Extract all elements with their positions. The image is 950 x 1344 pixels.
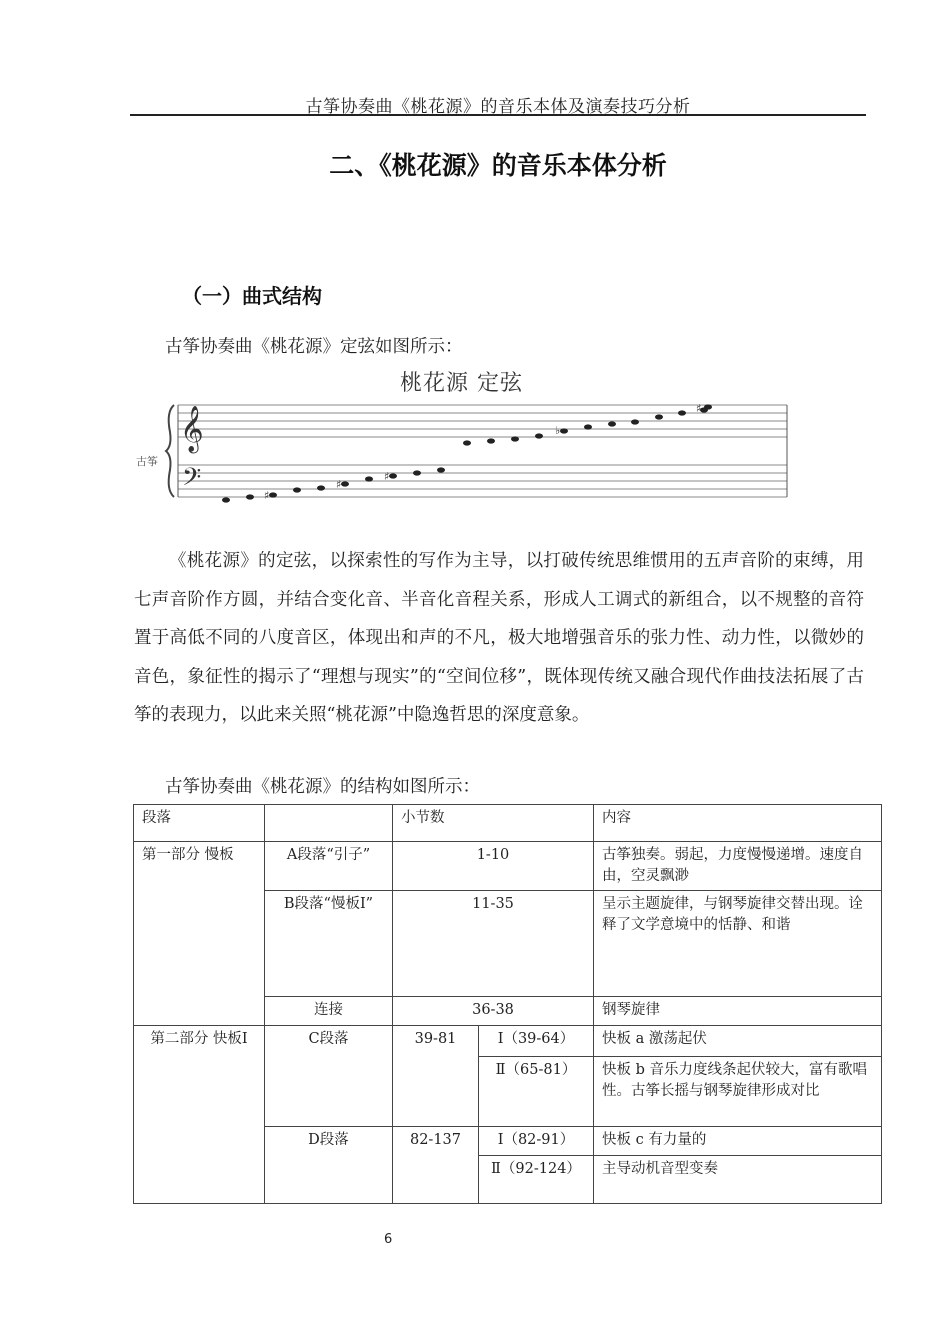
content-bridge: 钢琴旋律 [594,997,882,1026]
part1-label: 第一部分 慢板 [134,842,265,1026]
instrument-label: 古筝 [136,455,158,468]
range-c2: Ⅱ（65-81） [479,1057,594,1127]
treble-clef-icon: 𝄞 [180,406,204,452]
structure-table [133,804,882,1204]
svg-text:♯: ♯ [384,470,390,483]
bars-bridge: 36-38 [393,997,594,1026]
body-paragraph: 《桃花源》的定弦，以探索性的写作为主导，以打破传统思维惯用的五声音阶的束缚，用七声音阶作方圆，并结合变化音、半音化音程关系，形成人工调式的新组合，以不规整的音符置于高低不同的八度音区，体现出和声的不凡，极大地增强音乐的张力性、动力性，以微妙的音色，象征性的揭示了“理想与现实”的“空间位移”，既体现传统又融合现代作曲技法拓展了古筝的表现力，以此来关照“桃花源”中隐逸哲思的深度意象。 [134,551,864,725]
content-b: 呈示主题旋律，与钢琴旋律交替出现。诠释了文学意境中的恬静、和谐 [594,891,882,997]
table-row [134,1026,882,1057]
section-title: （一）曲式结构 [182,284,322,308]
running-header: 古筝协奏曲《桃花源》的音乐本体及演奏技巧分析 [305,97,691,117]
content-d2: 主导动机音型变奏 [594,1156,882,1204]
bars-c: 39-81 [393,1026,479,1127]
section-c: C段落 [265,1026,393,1127]
range-d2: Ⅱ（92-124） [479,1156,594,1204]
table-row [134,842,882,891]
bars-b: 11-35 [393,891,594,997]
tuning-score-figure [130,362,795,512]
table-header-row [134,805,882,842]
content-c2: 快板 b 音乐力度线条起伏较大，富有歌唱性。古筝长摇与钢琴旋律形成对比 [594,1057,882,1127]
page-number: 6 [384,1232,393,1247]
header-blank [265,805,393,842]
svg-text:♯: ♯ [336,478,342,491]
section-d: D段落 [265,1127,393,1204]
table-intro: 古筝协奏曲《桃花源》的结构如图所示： [165,777,480,797]
section-b: B段落“慢板Ⅰ” [265,891,393,997]
staff-notation [130,362,795,512]
content-a: 古筝独奏。弱起，力度慢慢递增。速度自由，空灵飘渺 [594,842,882,891]
section-bridge: 连接 [265,997,393,1026]
range-c1: Ⅰ（39-64） [479,1026,594,1057]
content-d1: 快板 c 有力量的 [594,1127,882,1156]
intro-paragraph: 古筝协奏曲《桃花源》定弦如图所示： [165,337,463,357]
svg-text:♭: ♭ [555,424,561,437]
bars-a: 1-10 [393,842,594,891]
svg-text:♯: ♯ [264,489,270,502]
content-c1: 快板 a 激荡起伏 [594,1026,882,1057]
header-bars: 小节数 [393,805,594,842]
header-content: 内容 [594,805,882,842]
section-a: A段落“引子” [265,842,393,891]
header-section: 段落 [134,805,265,842]
bass-clef-icon: 𝄢 [182,463,202,498]
bars-d: 82-137 [393,1127,479,1204]
chapter-title: 二、《桃花源》的音乐本体分析 [329,151,667,180]
part2-label: 第二部分 快板Ⅰ [134,1026,265,1204]
range-d1: Ⅰ（82-91） [479,1127,594,1156]
header-rule [130,114,866,116]
score-title: 桃花源 定弦 [400,371,523,396]
svg-text:♯: ♯ [696,402,702,415]
